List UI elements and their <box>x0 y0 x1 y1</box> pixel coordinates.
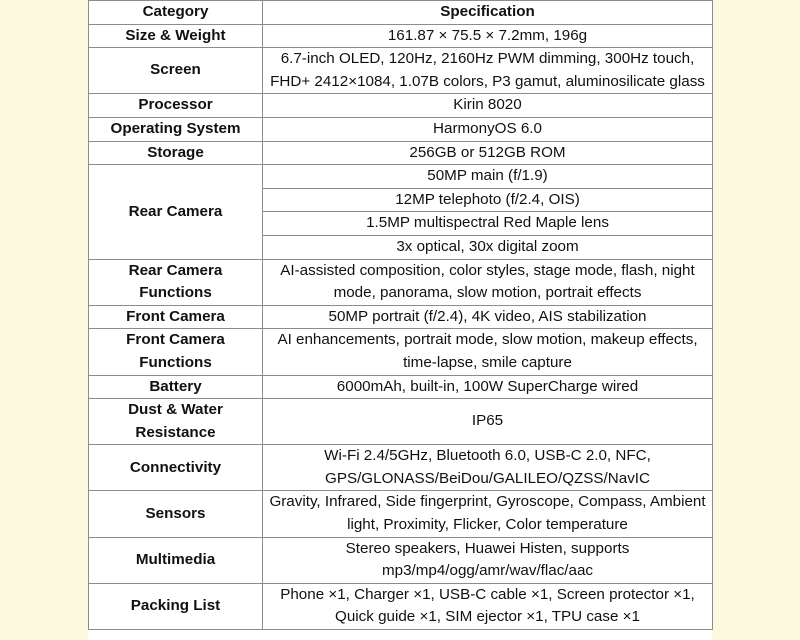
specification-cell: 12MP telephoto (f/2.4, OIS) <box>263 188 713 212</box>
specification-cell: 6.7-inch OLED, 120Hz, 2160Hz PWM dimming, 300Hz touch, FHD+ 2412×1084, 1.07B colors, P3 gamut, aluminosilicate glass <box>263 48 713 94</box>
table-row <box>89 305 713 329</box>
table-row <box>89 94 713 118</box>
category-cell: Battery <box>89 375 263 399</box>
table-row <box>89 24 713 48</box>
table-row <box>89 165 713 189</box>
table-row <box>89 537 713 583</box>
specification-cell: 161.87 × 75.5 × 7.2mm, 196g <box>263 24 713 48</box>
specification-cell: 6000mAh, built-in, 100W SuperCharge wired <box>263 375 713 399</box>
table-row <box>89 329 713 375</box>
category-cell: Connectivity <box>89 445 263 491</box>
table-row <box>89 48 713 94</box>
specification-cell: Stereo speakers, Huawei Histen, supports mp3/mp4/ogg/amr/wav/flac/aac <box>263 537 713 583</box>
specification-cell: 1.5MP multispectral Red Maple lens <box>263 212 713 236</box>
table-body <box>89 24 713 629</box>
header-category: Category <box>89 1 263 25</box>
specification-cell: 50MP portrait (f/2.4), 4K video, AIS stabilization <box>263 305 713 329</box>
category-cell: Front Camera Functions <box>89 329 263 375</box>
table-row <box>89 117 713 141</box>
spec-table <box>88 0 713 630</box>
category-cell: Screen <box>89 48 263 94</box>
table-row <box>89 375 713 399</box>
category-cell: Front Camera <box>89 305 263 329</box>
specification-cell: Kirin 8020 <box>263 94 713 118</box>
specification-cell: AI enhancements, portrait mode, slow motion, makeup effects, time-lapse, smile capture <box>263 329 713 375</box>
category-cell: Sensors <box>89 491 263 537</box>
specification-cell: 3x optical, 30x digital zoom <box>263 235 713 259</box>
category-cell: Rear Camera <box>89 165 263 259</box>
table-row <box>89 583 713 629</box>
specification-cell: 256GB or 512GB ROM <box>263 141 713 165</box>
category-cell: Size & Weight <box>89 24 263 48</box>
table-row <box>89 259 713 305</box>
category-cell: Packing List <box>89 583 263 629</box>
header-row <box>89 1 713 25</box>
category-cell: Operating System <box>89 117 263 141</box>
category-cell: Multimedia <box>89 537 263 583</box>
table-row <box>89 141 713 165</box>
table-row <box>89 399 713 445</box>
specification-cell: IP65 <box>263 399 713 445</box>
category-cell: Processor <box>89 94 263 118</box>
specification-cell: Phone ×1, Charger ×1, USB-C cable ×1, Screen protector ×1, Quick guide ×1, SIM ejector ×1, TPU case ×1 <box>263 583 713 629</box>
specification-cell: AI-assisted composition, color styles, stage mode, flash, night mode, panorama, slow motion, portrait effects <box>263 259 713 305</box>
category-cell: Rear Camera Functions <box>89 259 263 305</box>
specification-cell: HarmonyOS 6.0 <box>263 117 713 141</box>
spec-sheet <box>88 0 712 640</box>
header-specification: Specification <box>263 1 713 25</box>
specification-cell: Wi-Fi 2.4/5GHz, Bluetooth 6.0, USB-C 2.0, NFC, GPS/GLONASS/BeiDou/GALILEO/QZSS/NavIC <box>263 445 713 491</box>
category-cell: Storage <box>89 141 263 165</box>
table-row <box>89 491 713 537</box>
category-cell: Dust & Water Resistance <box>89 399 263 445</box>
table-row <box>89 445 713 491</box>
specification-cell: 50MP main (f/1.9) <box>263 165 713 189</box>
specification-cell: Gravity, Infrared, Side fingerprint, Gyroscope, Compass, Ambient light, Proximity, Flicker, Color temperature <box>263 491 713 537</box>
